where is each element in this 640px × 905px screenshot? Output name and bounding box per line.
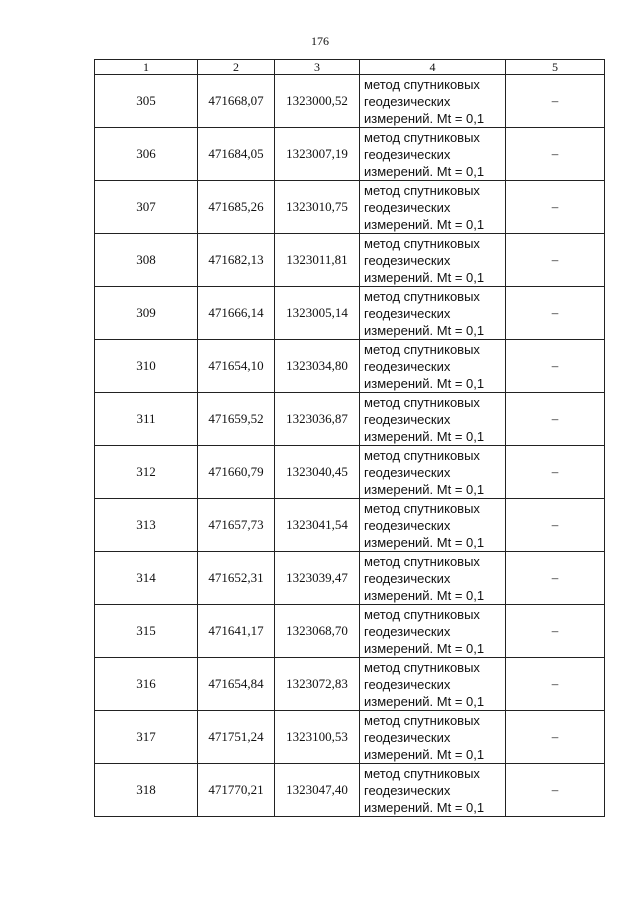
column-header-1: 1 bbox=[95, 60, 198, 75]
point-number-cell: 313 bbox=[95, 499, 198, 552]
method-line: геодезических bbox=[364, 146, 451, 162]
point-number-cell: 314 bbox=[95, 552, 198, 605]
method-line: метод спутниковых bbox=[364, 288, 480, 304]
method-line: метод спутниковых bbox=[364, 447, 480, 463]
note-cell: – bbox=[506, 764, 605, 817]
x-coordinate-cell: 471652,31 bbox=[198, 552, 275, 605]
point-number-cell: 318 bbox=[95, 764, 198, 817]
x-coordinate-cell: 471770,21 bbox=[198, 764, 275, 817]
y-coordinate-cell: 1323005,14 bbox=[275, 287, 360, 340]
note-cell: – bbox=[506, 552, 605, 605]
method-line: геодезических bbox=[364, 676, 451, 692]
y-coordinate-cell: 1323036,87 bbox=[275, 393, 360, 446]
point-number-cell: 307 bbox=[95, 181, 198, 234]
table-row bbox=[95, 764, 605, 817]
table-row bbox=[95, 658, 605, 711]
method-line: геодезических bbox=[364, 782, 451, 798]
point-number-cell: 312 bbox=[95, 446, 198, 499]
table-row bbox=[95, 446, 605, 499]
method-line: измерений. Mt = 0,1 bbox=[364, 693, 485, 709]
method-line: метод спутниковых bbox=[364, 235, 480, 251]
column-header-2: 2 bbox=[198, 60, 275, 75]
method-line: геодезических bbox=[364, 464, 451, 480]
x-coordinate-cell: 471657,73 bbox=[198, 499, 275, 552]
y-coordinate-cell: 1323100,53 bbox=[275, 711, 360, 764]
note-cell: – bbox=[506, 658, 605, 711]
column-header-4: 4 bbox=[360, 60, 506, 75]
note-cell: – bbox=[506, 234, 605, 287]
table-row bbox=[95, 75, 605, 128]
table-header bbox=[95, 60, 605, 75]
x-coordinate-cell: 471659,52 bbox=[198, 393, 275, 446]
method-line: геодезических bbox=[364, 517, 451, 533]
x-coordinate-cell: 471685,26 bbox=[198, 181, 275, 234]
table-row bbox=[95, 181, 605, 234]
column-header-5: 5 bbox=[506, 60, 605, 75]
y-coordinate-cell: 1323007,19 bbox=[275, 128, 360, 181]
method-line: метод спутниковых bbox=[364, 182, 480, 198]
method-line: метод спутниковых bbox=[364, 765, 480, 781]
method-line: геодезических bbox=[364, 252, 451, 268]
point-number-cell: 316 bbox=[95, 658, 198, 711]
column-header-3: 3 bbox=[275, 60, 360, 75]
method-line: измерений. Mt = 0,1 bbox=[364, 746, 485, 762]
table-row bbox=[95, 128, 605, 181]
method-cell bbox=[360, 605, 506, 658]
method-cell bbox=[360, 393, 506, 446]
method-line: геодезических bbox=[364, 729, 451, 745]
note-cell: – bbox=[506, 393, 605, 446]
x-coordinate-cell: 471751,24 bbox=[198, 711, 275, 764]
x-coordinate-cell: 471660,79 bbox=[198, 446, 275, 499]
note-cell: – bbox=[506, 181, 605, 234]
table-row bbox=[95, 499, 605, 552]
method-line: метод спутниковых bbox=[364, 553, 480, 569]
method-line: измерений. Mt = 0,1 bbox=[364, 322, 485, 338]
method-line: измерений. Mt = 0,1 bbox=[364, 216, 485, 232]
method-line: измерений. Mt = 0,1 bbox=[364, 481, 485, 497]
y-coordinate-cell: 1323000,52 bbox=[275, 75, 360, 128]
x-coordinate-cell: 471654,84 bbox=[198, 658, 275, 711]
y-coordinate-cell: 1323011,81 bbox=[275, 234, 360, 287]
table-body bbox=[95, 75, 605, 817]
method-line: геодезических bbox=[364, 570, 451, 586]
method-line: измерений. Mt = 0,1 bbox=[364, 640, 485, 656]
note-cell: – bbox=[506, 340, 605, 393]
method-line: метод спутниковых bbox=[364, 394, 480, 410]
method-cell bbox=[360, 340, 506, 393]
y-coordinate-cell: 1323034,80 bbox=[275, 340, 360, 393]
point-number-cell: 309 bbox=[95, 287, 198, 340]
method-line: метод спутниковых bbox=[364, 76, 480, 92]
method-line: измерений. Mt = 0,1 bbox=[364, 269, 485, 285]
note-cell: – bbox=[506, 711, 605, 764]
x-coordinate-cell: 471654,10 bbox=[198, 340, 275, 393]
y-coordinate-cell: 1323039,47 bbox=[275, 552, 360, 605]
y-coordinate-cell: 1323041,54 bbox=[275, 499, 360, 552]
table-row bbox=[95, 552, 605, 605]
point-number-cell: 308 bbox=[95, 234, 198, 287]
note-cell: – bbox=[506, 287, 605, 340]
method-line: измерений. Mt = 0,1 bbox=[364, 534, 485, 550]
x-coordinate-cell: 471684,05 bbox=[198, 128, 275, 181]
coordinates-table bbox=[94, 59, 605, 817]
y-coordinate-cell: 1323072,83 bbox=[275, 658, 360, 711]
point-number-cell: 305 bbox=[95, 75, 198, 128]
method-line: измерений. Mt = 0,1 bbox=[364, 163, 485, 179]
note-cell: – bbox=[506, 446, 605, 499]
table-row bbox=[95, 287, 605, 340]
y-coordinate-cell: 1323047,40 bbox=[275, 764, 360, 817]
y-coordinate-cell: 1323010,75 bbox=[275, 181, 360, 234]
method-cell bbox=[360, 75, 506, 128]
method-cell bbox=[360, 128, 506, 181]
table-row bbox=[95, 711, 605, 764]
method-line: геодезических bbox=[364, 199, 451, 215]
method-cell bbox=[360, 658, 506, 711]
method-cell bbox=[360, 181, 506, 234]
page-number: 176 bbox=[311, 34, 329, 48]
point-number-cell: 317 bbox=[95, 711, 198, 764]
method-line: метод спутниковых bbox=[364, 341, 480, 357]
method-cell bbox=[360, 711, 506, 764]
table-row bbox=[95, 393, 605, 446]
method-cell bbox=[360, 499, 506, 552]
point-number-cell: 315 bbox=[95, 605, 198, 658]
method-line: геодезических bbox=[364, 93, 451, 109]
x-coordinate-cell: 471682,13 bbox=[198, 234, 275, 287]
method-cell bbox=[360, 287, 506, 340]
method-line: метод спутниковых bbox=[364, 129, 480, 145]
method-cell bbox=[360, 552, 506, 605]
method-line: метод спутниковых bbox=[364, 500, 480, 516]
method-cell bbox=[360, 234, 506, 287]
x-coordinate-cell: 471641,17 bbox=[198, 605, 275, 658]
point-number-cell: 310 bbox=[95, 340, 198, 393]
method-cell bbox=[360, 764, 506, 817]
method-line: измерений. Mt = 0,1 bbox=[364, 799, 485, 815]
method-line: измерений. Mt = 0,1 bbox=[364, 375, 485, 391]
x-coordinate-cell: 471668,07 bbox=[198, 75, 275, 128]
y-coordinate-cell: 1323040,45 bbox=[275, 446, 360, 499]
table-row bbox=[95, 234, 605, 287]
method-line: геодезических bbox=[364, 358, 451, 374]
method-line: метод спутниковых bbox=[364, 659, 480, 675]
method-line: геодезических bbox=[364, 411, 451, 427]
method-line: геодезических bbox=[364, 623, 451, 639]
y-coordinate-cell: 1323068,70 bbox=[275, 605, 360, 658]
note-cell: – bbox=[506, 75, 605, 128]
method-line: метод спутниковых bbox=[364, 712, 480, 728]
note-cell: – bbox=[506, 605, 605, 658]
header-row bbox=[95, 60, 605, 75]
method-cell bbox=[360, 446, 506, 499]
point-number-cell: 306 bbox=[95, 128, 198, 181]
note-cell: – bbox=[506, 499, 605, 552]
method-line: измерений. Mt = 0,1 bbox=[364, 428, 485, 444]
point-number-cell: 311 bbox=[95, 393, 198, 446]
method-line: геодезических bbox=[364, 305, 451, 321]
note-cell: – bbox=[506, 128, 605, 181]
x-coordinate-cell: 471666,14 bbox=[198, 287, 275, 340]
method-line: измерений. Mt = 0,1 bbox=[364, 587, 485, 603]
table-row bbox=[95, 605, 605, 658]
method-line: метод спутниковых bbox=[364, 606, 480, 622]
table-row bbox=[95, 340, 605, 393]
method-line: измерений. Mt = 0,1 bbox=[364, 110, 485, 126]
